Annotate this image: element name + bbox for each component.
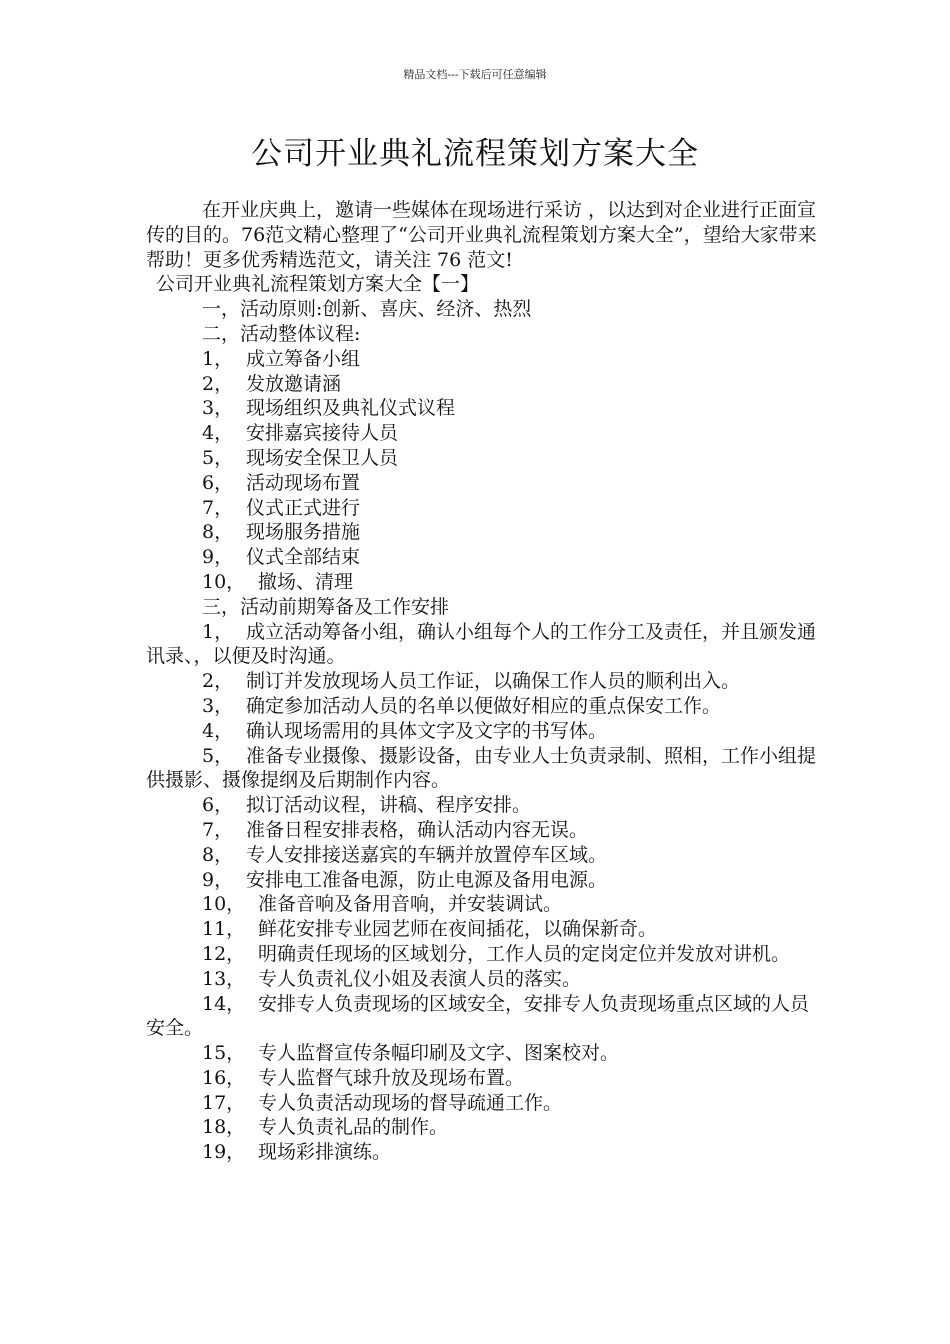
item-text: 专人负责礼仪小姐及表演人员的落实。 <box>258 967 582 990</box>
item-text: 专人负责礼品的制作。 <box>258 1116 449 1139</box>
item-text: 撤场、清理 <box>258 570 354 593</box>
item-number: 3， <box>202 694 234 717</box>
list-item <box>146 818 818 843</box>
prep-heading: 三，活动前期筹备及工作安排 <box>202 595 450 618</box>
item-text: 专人负责活动现场的督导疏通工作。 <box>258 1091 563 1114</box>
item-number: 15， <box>202 1042 246 1065</box>
item-number: 14， <box>202 992 246 1015</box>
item-text: 现场安全保卫人员 <box>246 446 399 469</box>
list-item <box>146 892 818 917</box>
item-text: 确认现场需用的具体文字及文字的书写体。 <box>246 719 608 742</box>
item-number: 2， <box>202 670 234 693</box>
item-text: 仪式正式进行 <box>246 496 361 519</box>
list-item <box>146 347 818 372</box>
item-text: 安排专人负责现场的区域安全，安排专人负责现场重点区域的人员安全。 <box>146 992 810 1040</box>
item-text: 明确责任现场的区域划分，工作人员的定岗定位并发放对讲机。 <box>258 942 791 965</box>
item-number: 19， <box>202 1141 246 1164</box>
item-text: 准备日程安排表格，确认活动内容无误。 <box>246 818 589 841</box>
intro-paragraph: 在开业庆典上，邀请一些媒体在现场进行采访 ，以达到对企业进行正面宣传的目的。76范文精心整理了“公司开业典礼流程策划方案大全”，望给大家带来帮助！更多优秀精选范文，请关注 76 范文! <box>146 199 817 271</box>
list-item <box>146 992 818 1042</box>
item-number: 1， <box>202 347 234 370</box>
list-item <box>146 396 818 421</box>
item-number: 10， <box>202 893 246 916</box>
item-text: 准备专业摄像、摄影设备，由专业人士负责录制、照相，工作小组提供摄影、摄像提纲及后期制作内容。 <box>146 744 817 792</box>
list-item <box>146 421 818 446</box>
item-number: 10， <box>202 570 246 593</box>
item-number: 4， <box>202 719 234 742</box>
item-text: 专人监督宣传条幅印刷及文字、图案校对。 <box>258 1042 620 1065</box>
document-body <box>146 198 818 1165</box>
list-item <box>146 719 818 744</box>
list-item <box>146 843 818 868</box>
item-number: 7， <box>202 496 234 519</box>
section-title: 公司开业典礼流程策划方案大全【一】 <box>156 273 480 296</box>
item-number: 7， <box>202 818 234 841</box>
item-text: 拟订活动议程，讲稿、程序安排。 <box>246 794 532 817</box>
item-text: 成立活动筹备小组，确认小组每个人的工作分工及责任，并且颁发通讯录、，以便及时沟通。 <box>146 620 817 668</box>
list-item <box>146 1041 818 1066</box>
header-note: 精品文档---下载后可任意编辑 <box>403 68 547 81</box>
document-title: 公司开业典礼流程策划方案大全 <box>251 136 699 172</box>
list-item <box>146 372 818 397</box>
item-number: 9， <box>202 546 234 569</box>
item-text: 现场彩排演练。 <box>258 1141 392 1164</box>
list-item <box>146 917 818 942</box>
item-text: 确定参加活动人员的名单以便做好相应的重点保安工作。 <box>246 694 722 717</box>
item-number: 18， <box>202 1116 246 1139</box>
list-item <box>146 620 818 670</box>
list-item <box>146 1140 818 1165</box>
item-text: 仪式全部结束 <box>246 546 361 569</box>
item-text: 制订并发放现场人员工作证，以确保工作人员的顺利出入。 <box>246 670 741 693</box>
list-item <box>146 545 818 570</box>
item-number: 8， <box>202 521 234 544</box>
list-item <box>146 570 818 595</box>
item-text: 成立筹备小组 <box>246 347 361 370</box>
item-text: 准备音响及备用音响，并安装调试。 <box>258 893 563 916</box>
item-number: 1， <box>202 620 234 643</box>
item-text: 现场服务措施 <box>246 521 361 544</box>
list-item <box>146 1115 818 1140</box>
item-number: 5， <box>202 446 234 469</box>
agenda-list <box>146 347 818 595</box>
list-item <box>146 744 818 794</box>
item-text: 活动现场布置 <box>246 471 361 494</box>
item-number: 2， <box>202 372 234 395</box>
list-item <box>146 868 818 893</box>
list-item <box>146 694 818 719</box>
list-item <box>146 669 818 694</box>
item-text: 发放邀请涵 <box>246 372 342 395</box>
list-item <box>146 1066 818 1091</box>
list-item <box>146 942 818 967</box>
item-text: 专人监督气球升放及现场布置。 <box>258 1066 525 1089</box>
item-number: 8， <box>202 843 234 866</box>
item-number: 9， <box>202 868 234 891</box>
item-number: 3， <box>202 397 234 420</box>
list-item <box>146 520 818 545</box>
list-item <box>146 1091 818 1116</box>
agenda-heading: 二，活动整体议程: <box>202 322 361 345</box>
item-number: 11， <box>202 918 246 941</box>
item-number: 4， <box>202 422 234 445</box>
item-number: 5， <box>202 744 234 767</box>
item-text: 安排电工准备电源，防止电源及备用电源。 <box>246 868 608 891</box>
item-text: 安排嘉宾接待人员 <box>246 422 399 445</box>
list-item <box>146 446 818 471</box>
item-number: 6， <box>202 794 234 817</box>
item-text: 专人安排接送嘉宾的车辆并放置停车区域。 <box>246 843 608 866</box>
item-number: 13， <box>202 967 246 990</box>
principle-line: 一，活动原则:创新、喜庆、经济、热烈 <box>202 298 532 321</box>
item-number: 16， <box>202 1066 246 1089</box>
list-item <box>146 471 818 496</box>
list-item <box>146 496 818 521</box>
list-item <box>146 967 818 992</box>
item-number: 12， <box>202 942 246 965</box>
list-item <box>146 793 818 818</box>
item-number: 17， <box>202 1091 246 1114</box>
item-number: 6， <box>202 471 234 494</box>
prep-list <box>146 620 818 1166</box>
item-text: 鲜花安排专业园艺师在夜间插花，以确保新奇。 <box>258 918 658 941</box>
item-text: 现场组织及典礼仪式议程 <box>246 397 456 420</box>
